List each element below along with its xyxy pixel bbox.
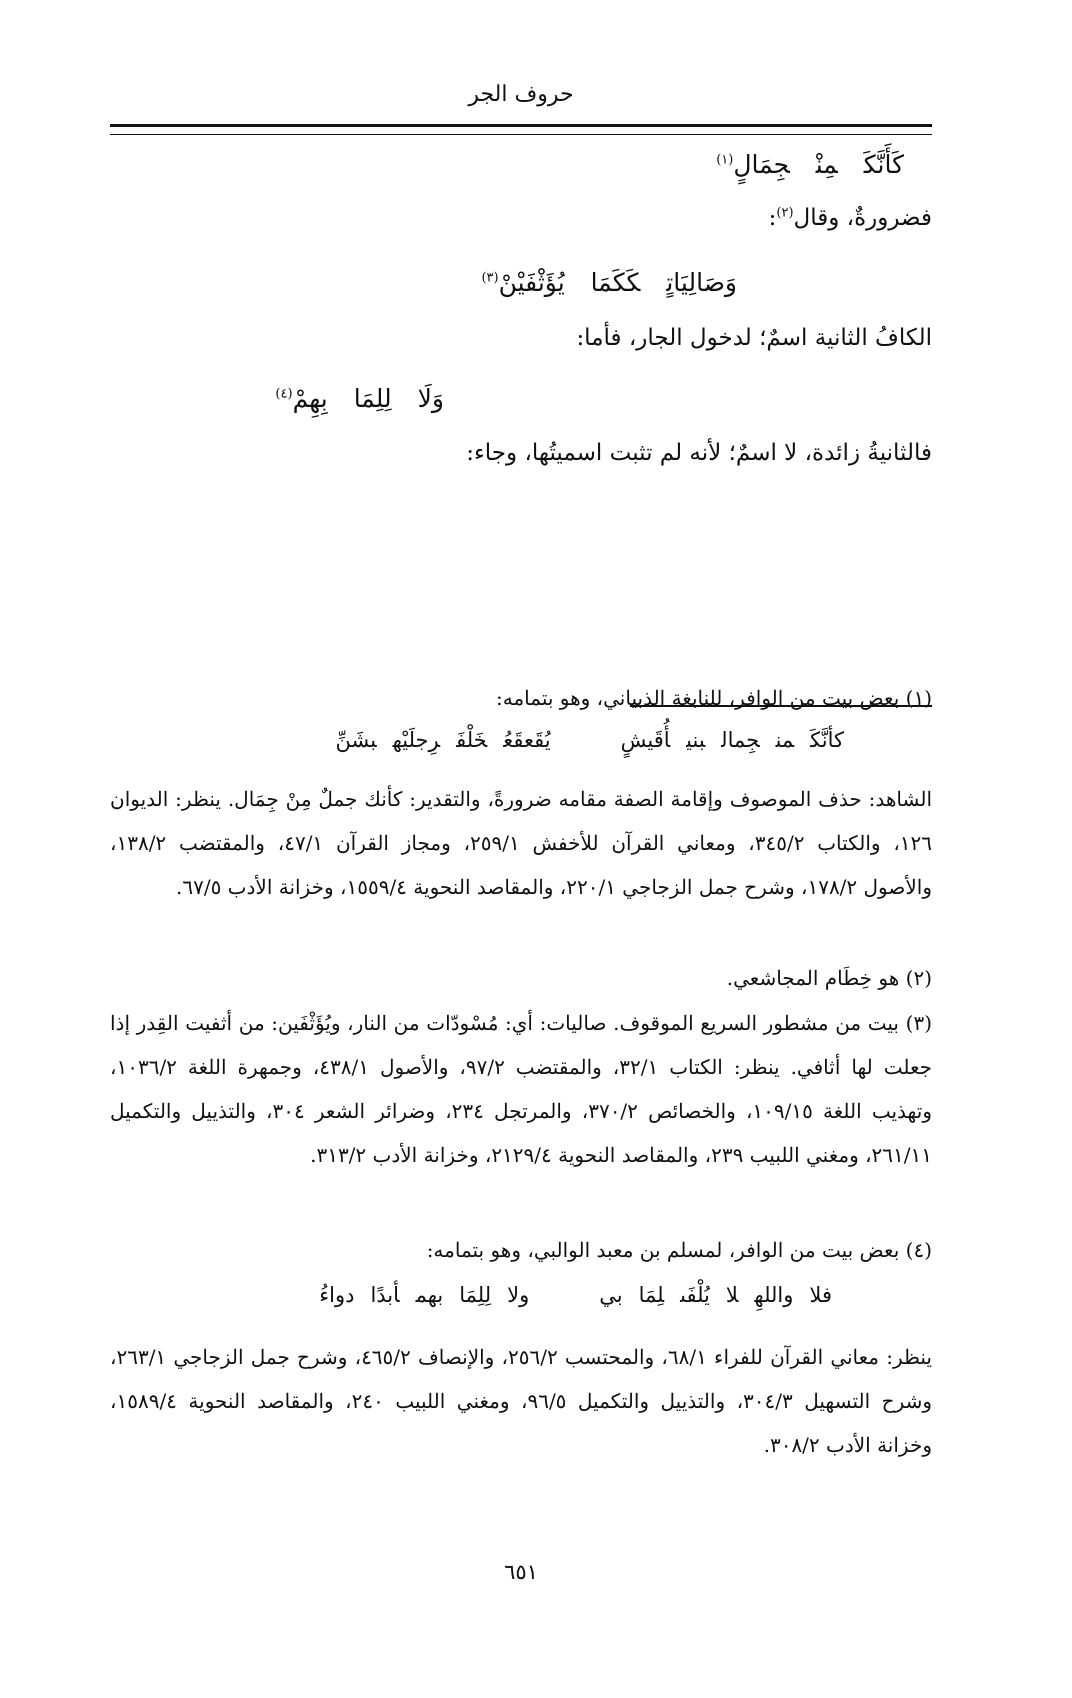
- footnote-ref-2[interactable]: (٢): [776, 205, 794, 221]
- verse-2-word-3: يُؤَثْفَيْنْ: [498, 268, 565, 297]
- footnote-1-intro: (١) بعض بيت من الوافر، للنابغة الذبياني، وهو بتمامه:: [496, 686, 932, 710]
- header-rule-thin: [110, 134, 932, 135]
- footnote-ref-1[interactable]: (١): [716, 152, 734, 168]
- footnote-4-hemistich-b: ولالِلِمَابهمأبدًادواءُ: [319, 1283, 530, 1307]
- verse-3: [275, 384, 444, 413]
- verse-2-word-2: كَكَمَا: [590, 268, 641, 297]
- footnote-4-intro: (٤) بعض بيت من الوافر، لمسلم بن معبد الوالبي، وهو بتمامه:: [426, 1238, 932, 1262]
- header-rule-thick: [110, 124, 932, 127]
- verse-1-word-2: مِنْ: [815, 150, 838, 179]
- verse-3-word-1: وَلَا: [417, 384, 444, 413]
- verse-1-word-1: كَأَنَّكَ: [863, 150, 904, 179]
- footnote-2: (٢) هو خِطَام المجاشعي.: [726, 966, 932, 990]
- footnote-4-verse: [319, 1283, 832, 1307]
- footnote-4-text: ينظر: معاني القرآن للفراء ٦٨/١، والمحتسب ٢٥٦/٢، والإنصاف ٤٦٥/٢، وشرح جمل الزجاجي ٢٦٣/١، وشرح التسهيل ٣٠٤/٣، والتذييل والتكميل ٩٦/٥، ومغني اللبيب ٢٤٠، والمقاصد النحوية ١٥٨٩/٤، وخزانة الأدب ٣٠٨/٢.: [110, 1345, 933, 1457]
- verse-3-word-3: بِهِمْ: [292, 384, 328, 413]
- body-line-3: فالثانيةُ زائدة، لا اسمٌ؛ لأنه لم تثبت اسميتُها، وجاء:: [466, 440, 932, 466]
- verse-3-word-2: لِلِمَا: [353, 384, 392, 413]
- footnote-ref-3[interactable]: (٣): [481, 270, 499, 286]
- body-line-2: الكافُ الثانية اسمٌ؛ لدخول الجار، فأما:: [576, 325, 932, 351]
- verse-1-word-3: جِمَالٍ: [733, 150, 790, 179]
- verse-1: [716, 150, 904, 179]
- footnote-1-verse: [336, 728, 845, 752]
- footnote-ref-4[interactable]: (٤): [275, 386, 293, 402]
- footnote-3: (٣) بيت من مشطور السريع الموقوف. صاليات: أي: مُسْودّات من النار، ويُؤَثْفَين: من أثفيت القِدر إذا جعلت لها أثافي. ينظر: الكتاب ٣٢/١، والمقتضب ٩٧/٢، والأصول ٤٣٨/١، وجمهرة اللغة ١٠٣٦/٢، وتهذيب اللغة ١٠٩/١٥، والخصائص ٣٧٠/٢، والمرتجل ٢٣٤، وضرائر الشعر ٣٠٤، والتذييل والتكميل ٢٦١/١١، ومغني اللبيب ٢٣٩، والمقاصد النحوية ٢١٢٩/٤، وخزانة الأدب ٣١٣/٢.: [110, 1011, 933, 1167]
- verse-2-word-1: وَصَالِيَاتٍ: [666, 268, 737, 297]
- footnote-1-text: الشاهد: حذف الموصوف وإقامة الصفة مقامه ضرورةً، والتقدير: كأنك جملٌ مِنْ جِمَال. ينظر: الديوان ١٢٦، والكتاب ٣٤٥/٢، ومعاني القرآن للأخفش ٢٥٩/١، ومجاز القرآن ٤٧/١، والمقتضب ١٣٨/٢، والأصول ١٧٨/٢، وشرح جمل الزجاجي ٢٢٠/١، والمقاصد النحوية ١٥٥٩/٤، وخزانة الأدب ٦٧/٥.: [110, 787, 933, 899]
- footnote-4-hemistich-a: فلاواللهِلايُلْفَىلِمَابي: [599, 1283, 832, 1307]
- footnote-1-hemistich-b: يُقَعقَعُخَلْفَرِجلَيْهبشَنِّ: [335, 728, 551, 752]
- body-line-1: فضرورةٌ، وقال$^{(٢)}$:: [768, 205, 932, 231]
- footnote-1-hemistich-a: كأنَّكَمنجِمالبنيأُقَيشٍ: [620, 728, 844, 752]
- verse-2: [481, 268, 737, 297]
- running-title: حروف الجر: [468, 82, 574, 107]
- page-number: ٦٥١: [504, 1560, 538, 1584]
